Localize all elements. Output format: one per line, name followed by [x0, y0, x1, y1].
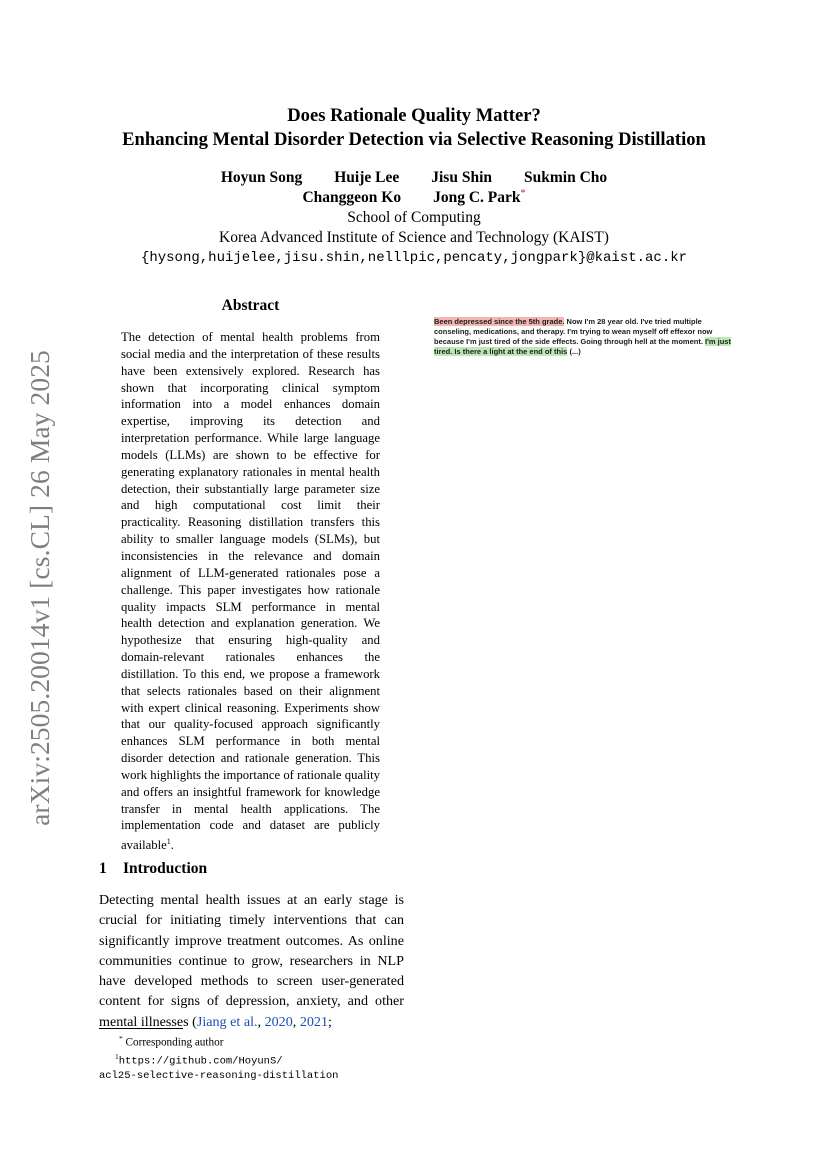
title-line-2: Enhancing Mental Disorder Detection via Selective Reasoning Distillation [122, 129, 706, 150]
footnote-divider [99, 1028, 183, 1029]
footnote-url-continued[interactable]: acl25-selective-reasoning-distillation [99, 1070, 339, 1083]
arxiv-identifier-stamp: arXiv:2505.20014v1 [cs.CL] 26 May 2025 [24, 350, 55, 826]
author-row-1 [60, 168, 768, 188]
affiliation-institute: Korea Advanced Institute of Science and Technology (KAIST) [219, 229, 609, 246]
author-row-2 [60, 188, 768, 208]
highlight-red: Been depressed since the 5th grade. [434, 317, 565, 326]
author-name: Changgeon Ko [302, 189, 402, 206]
abstract-heading: Abstract [221, 297, 280, 314]
section-title: Introduction [123, 860, 208, 877]
author-block [60, 168, 768, 268]
author-name: Hoyun Song [220, 169, 303, 186]
footnote-url[interactable]: $^1$https://github.com/HoyunS/ [115, 1052, 283, 1068]
author-name: Huije Lee [334, 169, 400, 186]
title-line-1: Does Rationale Quality Matter? [287, 105, 541, 126]
author-emails: {hysong,huijelee,jisu.shin,nelllpic,pencaty,jongpark}@kaist.ac.kr [140, 250, 688, 266]
author-name-corresponding: Jong C. Park* [433, 187, 526, 206]
footnote-corresponding: * Corresponding author [119, 1034, 224, 1049]
footnote-marker[interactable]: 1 [166, 837, 171, 847]
author-name: Sukmin Cho [524, 169, 608, 186]
citation-link[interactable]: 2021 [299, 1013, 328, 1030]
author-name: Jisu Shin [431, 169, 493, 186]
highlight-green: I'm just tired. Is there a light at the end of this [434, 337, 731, 356]
citation-link[interactable]: 2020 [264, 1013, 293, 1030]
footnotes [99, 1032, 404, 1084]
section-heading-introduction [99, 859, 404, 879]
paper-title [60, 104, 768, 152]
section-number: 1 [99, 860, 107, 877]
example-post-figure: Been depressed since the 5th grade. Now I'm 28 year old. I've tried multiple conseling, medications, and therapy. I'm trying to wean myself off effexor now because I'm just tired of the side effects. Going through hell at the moment. I'm just tired. Is there a light at the end of this (...) [434, 317, 731, 356]
citation-link[interactable]: Jiang et al. [196, 1013, 258, 1030]
introduction-text: Detecting mental health issues at an early stage is crucial for initiating timely interventions that can significantly improve treatment outcomes. As online communities continue to grow, researchers in NLP have developed methods to screen user-generated content for signs of depression, anxiety, and other mental illnesses (Jiang et al., 2020, 2021; [99, 892, 404, 1030]
affiliation-school: School of Computing [347, 209, 481, 226]
abstract-text: The detection of mental health problems from social media and the interpretation of these results have been extensively explored. Research has shown that incorporating clinical symptom information into a model enhances domain expertise, improving its detection and interpretation performance. While large language models (LLMs) are shown to be effective for generating explanatory rationales in mental health detection, their substantially large parameter size and high computational cost limit their practicality. Reasoning distillation transfers this ability to smaller language models (SLMs), but inconsistencies in the relevance and domain alignment of LLM-generated rationales pose a challenge. This paper investigates how rationale quality impacts SLM performance in mental health detection and explanation generation. We hypothesize that ensuring high-quality and domain-relevant rationales enhances the distillation. To this end, we propose a framework that selects rationales based on their alignment with expert clinical reasoning. Experiments show that our quality-focused approach significantly enhances SLM performance in both mental disorder detection and rationale generation. This work highlights the importance of rationale quality and offers an insightful framework for knowledge transfer in mental health applications. The implementation code and dataset are publicly available$^1$. [121, 330, 380, 853]
corresponding-author-mark: * [520, 187, 526, 199]
